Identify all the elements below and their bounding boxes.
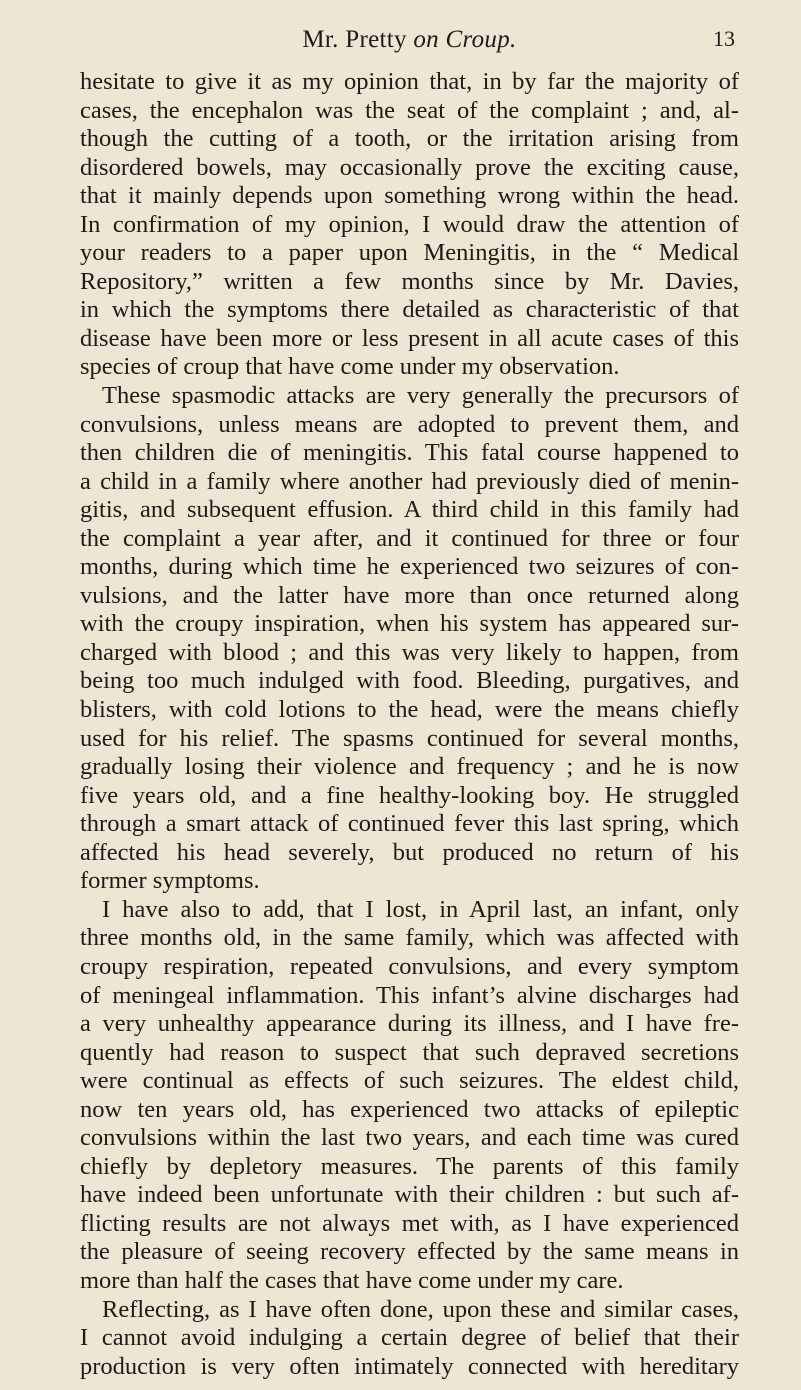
text-line: vulsions, and the latter have more than once returned along: [80, 581, 739, 609]
text-line: the complaint a year after, and it continued for three or four: [80, 524, 739, 552]
text-line: with the croupy inspiration, when his system has appeared sur-: [80, 610, 739, 638]
text-line: Repository,” written a few months since by Mr. Davies,: [80, 267, 739, 295]
text-line: a child in a family where another had previously died of menin-: [80, 467, 739, 495]
text-line: that it mainly depends upon something wrong within the head.: [80, 182, 739, 210]
page-number: 13: [713, 26, 735, 51]
text-line: former symptoms.: [80, 867, 260, 895]
text-line: quently had reason to suspect that such depraved secretions: [80, 1038, 739, 1066]
text-line: chiefly by depletory measures. The parents of this family: [80, 1152, 739, 1180]
text-line: your readers to a paper upon Meningitis, in the “ Medical: [80, 239, 739, 267]
text-line: cases, the encephalon was the seat of the complaint ; and, al-: [80, 96, 739, 124]
running-head: [80, 26, 739, 54]
text-line: affected his head severely, but produced no return of his: [80, 838, 739, 866]
text-line: I have also to add, that I lost, in April last, an infant, only: [102, 895, 739, 923]
text-line: months, during which time he experienced two seizures of con-: [80, 553, 739, 581]
text-line: disease have been more or less present in all acute cases of this: [80, 324, 739, 352]
text-line: croupy respiration, repeated convulsions, and every symptom: [80, 952, 739, 980]
text-line: disordered bowels, may occasionally prove the exciting cause,: [80, 153, 739, 181]
text-line: gradually losing their violence and frequency ; and he is now: [80, 753, 739, 781]
text-line: then children die of meningitis. This fatal course happened to: [80, 439, 739, 467]
text-line: have indeed been unfortunate with their children : but such af-: [80, 1181, 739, 1209]
text-line: species of croup that have come under my observation.: [80, 353, 620, 381]
text-line: of meningeal inflammation. This infant’s alvine discharges had: [80, 981, 739, 1009]
body-text: [80, 68, 739, 1381]
running-head-subject: Croup.: [445, 26, 517, 53]
text-line: hesitate to give it as my opinion that, in by far the majority of: [80, 68, 739, 95]
text-line: were continual as effects of such seizures. The eldest child,: [80, 1067, 739, 1095]
text-line: flicting results are not always met with, as I have experienced: [80, 1209, 739, 1237]
text-line: I cannot avoid indulging a certain degree of belief that their: [80, 1324, 739, 1352]
text-line: production is very often intimately connected with hereditary: [80, 1352, 739, 1380]
text-line: five years old, and a fine healthy-looking boy. He struggled: [80, 781, 739, 809]
text-line: being too much indulged with food. Bleeding, purgatives, and: [80, 667, 739, 695]
text-line: charged with blood ; and this was very likely to happen, from: [80, 638, 739, 666]
text-line: more than half the cases that have come under my care.: [80, 1266, 624, 1294]
text-line: convulsions within the last two years, and each time was cured: [80, 1124, 739, 1152]
text-line: used for his relief. The spasms continued for several months,: [80, 724, 739, 752]
page-header: [80, 10, 739, 60]
text-line: These spasmodic attacks are very generally the precursors of: [102, 382, 739, 410]
text-line: In confirmation of my opinion, I would draw the attention of: [80, 210, 739, 238]
text-line: in which the symptoms there detailed as characteristic of that: [80, 296, 739, 324]
running-head-preposition: on: [413, 26, 439, 53]
text-line: though the cutting of a tooth, or the irritation arising from: [80, 125, 739, 153]
text-line: gitis, and subsequent effusion. A third child in this family had: [80, 496, 739, 524]
text-line: Reflecting, as I have often done, upon these and similar cases,: [102, 1295, 739, 1323]
text-line: convulsions, unless means are adopted to prevent them, and: [80, 410, 739, 438]
text-line: now ten years old, has experienced two attacks of epileptic: [80, 1095, 739, 1123]
text-line: blisters, with cold lotions to the head, were the means chiefly: [80, 696, 739, 724]
running-head-author: Mr. Pretty: [302, 26, 407, 53]
text-line: the pleasure of seeing recovery effected by the same means in: [80, 1238, 739, 1266]
text-line: a very unhealthy appearance during its illness, and I have fre-: [80, 1010, 739, 1038]
text-line: three months old, in the same family, which was affected with: [80, 924, 739, 952]
text-line: through a smart attack of continued fever this last spring, which: [80, 810, 739, 838]
